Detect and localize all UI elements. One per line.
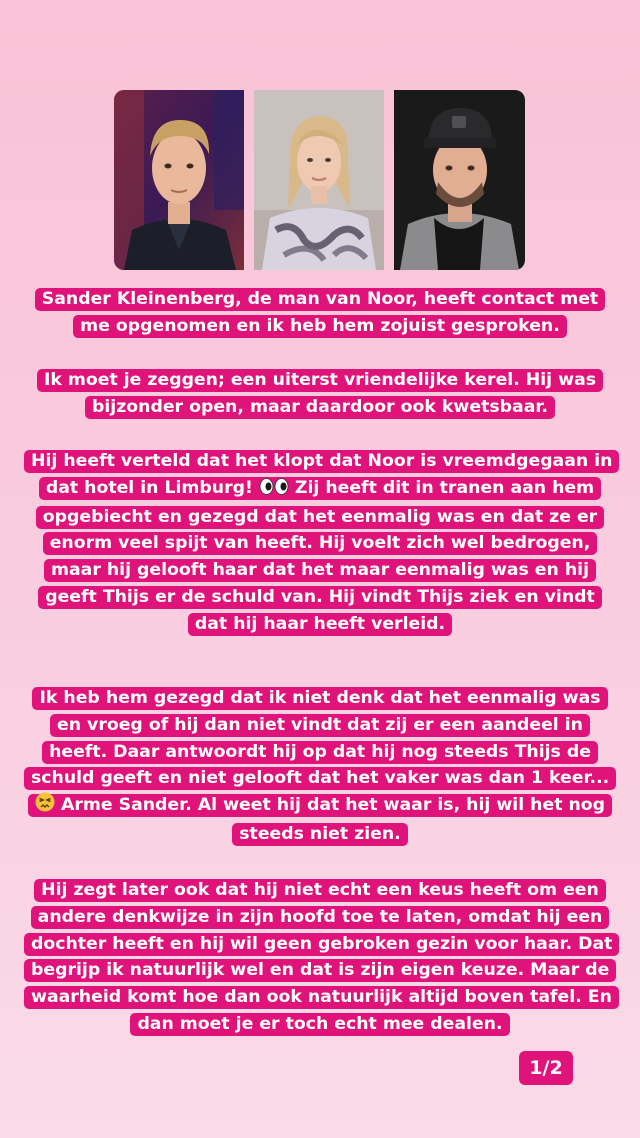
photo-woman-blond — [254, 90, 384, 270]
photo-collage — [114, 90, 525, 270]
story-paragraph-1 — [24, 286, 616, 340]
paragraph-1-text: Sander Kleinenberg, de man van Noor, heeft contact met me opgenomen en ik heb hem zojuist gesproken. — [35, 288, 605, 338]
paragraph-4-part-1: Ik heb hem gezegd dat ik niet denk dat het eenmalig was en vroeg of hij dan niet vindt dat zij er een aandeel in heeft. Daar antwoordt hij op dat hij nog steeds Thijs de schuld geeft en niet gelooft dat het vaker was dan 1 keer... — [31, 688, 610, 789]
paragraph-3-part-1: Hij heeft verteld dat het klopt dat Noor is vreemdgegaan in dat hotel in Limburg! — [31, 451, 613, 498]
story-paragraph-4 — [24, 685, 616, 848]
paragraph-3-part-2: Zij heeft dit in tranen aan hem opgebiecht en gezegd dat het eenmalig was en dat ze er enorm veel spijt van heeft. Hij voelt zich wel bedrogen, maar hij gelooft haar dat het maar eenmalig was en hij geeft Thijs er de schuld van. Hij vindt Thijs ziek en vindt dat hij haar heeft verleid. — [42, 477, 598, 634]
person-photo-man-blond-icon — [114, 90, 244, 270]
story-paragraph-2 — [24, 367, 616, 421]
paragraph-3-text — [24, 450, 619, 636]
paragraph-4-text — [24, 687, 616, 846]
story-paragraph-3 — [24, 448, 616, 638]
confounded-face-icon — [35, 792, 55, 821]
paragraph-2-text: Ik moet je zeggen; een uiterst vriendelijke kerel. Hij was bijzonder open, maar daardoor ook kwetsbaar. — [37, 369, 603, 419]
eyes-icon — [259, 477, 289, 504]
page-indicator-badge: 1/2 — [519, 1051, 573, 1085]
photo-man-cap — [394, 90, 525, 270]
paragraph-5-text: Hij zegt later ook dat hij niet echt een keus heeft om een andere denkwijze in zijn hoofd toe te laten, omdat hij een dochter heeft en hij wil geen gebroken gezin voor haar. Dat begrijp ik natuurlijk wel en dat is zijn eigen keuze. Maar de waarheid komt hoe dan ook natuurlijk altijd boven tafel. En dan moet je er toch echt mee dealen. — [24, 879, 619, 1036]
person-photo-man-cap-icon — [394, 90, 525, 270]
person-photo-woman-blond-icon — [254, 90, 384, 270]
paragraph-4-part-2: Arme Sander. Al weet hij dat het waar is, hij wil het nog steeds niet zien. — [54, 795, 606, 844]
photo-man-blond — [114, 90, 244, 270]
story-paragraph-5 — [24, 877, 616, 1038]
